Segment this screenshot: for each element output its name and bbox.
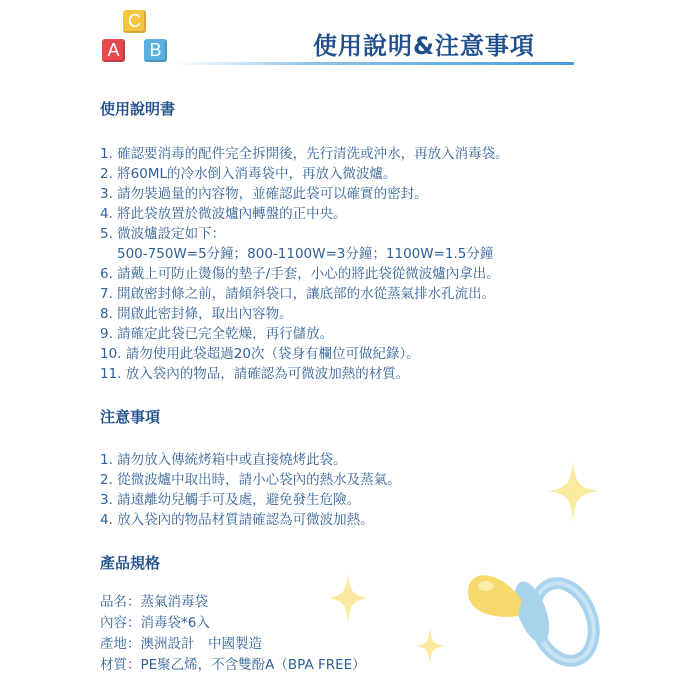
spec-row: 材質：PE聚乙烯，不含雙酚A（BPA FREE） bbox=[100, 657, 366, 673]
list-item: 7. 開啟密封條之前，請傾斜袋口，讓底部的水從蒸氣排水孔流出。 bbox=[100, 286, 496, 302]
list-item: 1. 請勿放入傳統烤箱中或直接燒烤此袋。 bbox=[100, 452, 347, 468]
list-item: 1. 確認要消毒的配件完全拆開後，先行清洗或沖水，再放入消毒袋。 bbox=[100, 146, 509, 162]
list-item: 2. 將60ML的冷水倒入消毒袋中，再放入微波爐。 bbox=[100, 166, 397, 182]
title-underline bbox=[174, 62, 574, 65]
block-b: B bbox=[144, 39, 167, 62]
sparkle-star-icon bbox=[328, 573, 368, 623]
caution-list bbox=[100, 450, 401, 530]
sparkle-star-icon bbox=[548, 460, 598, 522]
list-item: 9. 請確定此袋已完全乾燥，再行儲放。 bbox=[100, 326, 334, 342]
usage-heading: 使用說明書 bbox=[100, 100, 176, 118]
block-a: A bbox=[102, 39, 125, 62]
list-item: 5. 微波爐設定如下： bbox=[100, 226, 226, 242]
list-item-wattage: 500-750W=5分鐘；800-1100W=3分鐘；1100W=1.5分鐘 bbox=[117, 246, 494, 262]
spec-row: 品名：蒸氣消毒袋 bbox=[100, 594, 208, 610]
usage-list bbox=[100, 144, 509, 384]
caution-heading: 注意事項 bbox=[100, 408, 161, 426]
list-item: 11. 放入袋內的物品，請確認為可微波加熱的材質。 bbox=[100, 366, 410, 382]
spec-row: 內容：消毒袋*6入 bbox=[100, 615, 210, 631]
list-item: 3. 請勿裝過量的內容物，並確認此袋可以確實的密封。 bbox=[100, 186, 428, 202]
block-c: C bbox=[123, 10, 146, 33]
spec-heading: 產品規格 bbox=[100, 554, 161, 572]
pacifier-icon bbox=[460, 560, 600, 680]
page-title: 使用說明&注意事項 bbox=[313, 32, 535, 60]
list-item: 6. 請戴上可防止燙傷的墊子/手套，小心的將此袋從微波爐內拿出。 bbox=[100, 266, 500, 282]
list-item: 4. 放入袋內的物品材質請確認為可微波加熱。 bbox=[100, 512, 374, 528]
abc-blocks-icon bbox=[0, 0, 200, 80]
list-item: 8. 開啟此密封條，取出內容物。 bbox=[100, 306, 293, 322]
sparkle-star-icon bbox=[416, 628, 444, 664]
spec-list bbox=[100, 592, 366, 676]
list-item: 3. 請遠離幼兒觸手可及處，避免發生危險。 bbox=[100, 492, 361, 508]
spec-row: 產地：澳洲設計 中國製造 bbox=[100, 636, 262, 652]
list-item: 2. 從微波爐中取出時，請小心袋內的熱水及蒸氣。 bbox=[100, 472, 401, 488]
list-item: 4. 將此袋放置於微波爐內轉盤的正中央。 bbox=[100, 206, 347, 222]
list-item: 10. 請勿使用此袋超過20次（袋身有欄位可做紀錄）。 bbox=[100, 346, 420, 362]
